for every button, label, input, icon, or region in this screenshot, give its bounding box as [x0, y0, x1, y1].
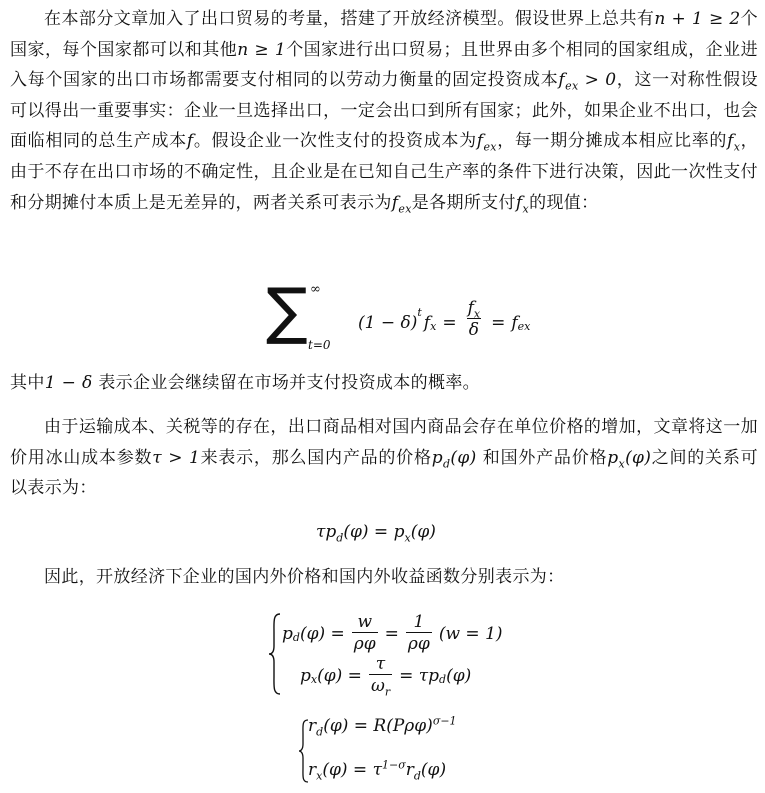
- math-inline: 1 − δ: [44, 373, 93, 393]
- text: 和国外产品价格: [476, 447, 608, 468]
- equation-foreign-price: p $_x$ (φ) = $\frac{\tau}{\omega_r}$ = τp $_d$ (φ): [300, 654, 472, 699]
- sigma-symbol: ∑: [266, 274, 308, 347]
- math-inline: $f_{ex}$: [476, 131, 497, 154]
- paragraph-probability-note: [10, 368, 758, 399]
- text: 来表示，那么国内产品的价格: [200, 447, 432, 468]
- left-brace-icon: [268, 612, 282, 696]
- text: 在本部分文章加入了出口贸易的考量，搭建了开放经济模型。假设世界上总共有: [44, 9, 655, 29]
- math-inline: $p_x(\varphi)$: [607, 447, 652, 470]
- paragraph-iceberg-cost: [10, 412, 758, 504]
- text: 个国家进行出口贸易；且世界由多个相同的国家组成，企业进入每个国家的出口市场都需要支付相同的以劳动力衡量的固定投资成本: [10, 39, 758, 91]
- math-inline: n ≥ 1: [237, 39, 287, 60]
- text: ，由于不存在出口市场的不确定性，且企业是在已知自己生产率的条件下进行决策，因此一次性支付和分期摊付本质上是无差异的，两者关系可表示为: [10, 131, 758, 213]
- text: 个国家，每个国家都可以和其他: [10, 9, 759, 60]
- math-inline: τ > 1: [152, 447, 201, 468]
- text: 因此，开放经济下企业的国内外价格和国内外收益函数分别表示为：: [44, 567, 565, 587]
- equation-price-relation: $\tau p_d(\varphi) = p_x(\varphi)$: [316, 522, 436, 545]
- equation-domestic-revenue: $r_d(\varphi) = R(P\rho\varphi)^{\sigma-1}$: [308, 714, 457, 739]
- sum-lower-limit: t=0: [308, 338, 331, 352]
- text: 由于运输成本、关税等的存在，出口商品相对国内商品会存在单位价格的增加，文章将这一加价用冰山成本参数: [10, 417, 758, 468]
- text: ，这一对称性假设可以得出一重要事实：企业一旦选择出口，一定会出口到所有国家；此外，如果企业不出口，也会面临相同的总生产成本: [10, 70, 758, 152]
- math-inline: $f_{ex}$: [391, 192, 412, 215]
- math-inline: f: [186, 131, 194, 152]
- text: 是各期所支付: [411, 192, 516, 213]
- paragraph-open-economy-functions: [10, 562, 758, 593]
- sum-upper-limit: ∞: [310, 282, 321, 297]
- text: 其中: [10, 373, 45, 393]
- math-inline: $f_{ex} > 0$: [558, 70, 617, 93]
- math-inline: $p_d(\varphi)$: [431, 447, 477, 470]
- equation-domestic-price: p $_d$ (φ) = $\frac{w}{\rho\varphi}$ = $\frac{1}{\rho\varphi}$ (w = 1): [282, 612, 503, 654]
- text: 表示企业会继续留在市场并支付投资成本的概率。: [92, 373, 481, 393]
- text: 之间的关系可以表示为：: [10, 447, 758, 499]
- text: ，每一期分摊成本相应比率的: [496, 131, 728, 152]
- paragraph-open-economy-model: [10, 4, 758, 218]
- sum-body: (1 − δ) $^t$ f $_x$ = $\frac{f_x}{\delta}$ = f $_{ex}$: [358, 298, 531, 340]
- text: 的现值：: [529, 192, 599, 213]
- math-inline: n + 1 ≥ 2: [654, 9, 741, 29]
- text: 。假设企业一次性支付的投资成本为: [193, 131, 477, 152]
- math-inline: $f_x$: [515, 192, 530, 215]
- math-inline: $f_x$: [727, 131, 741, 154]
- equation-foreign-revenue: $r_x(\varphi) = \tau^{1-\sigma}r_d(\varphi)$: [308, 758, 447, 783]
